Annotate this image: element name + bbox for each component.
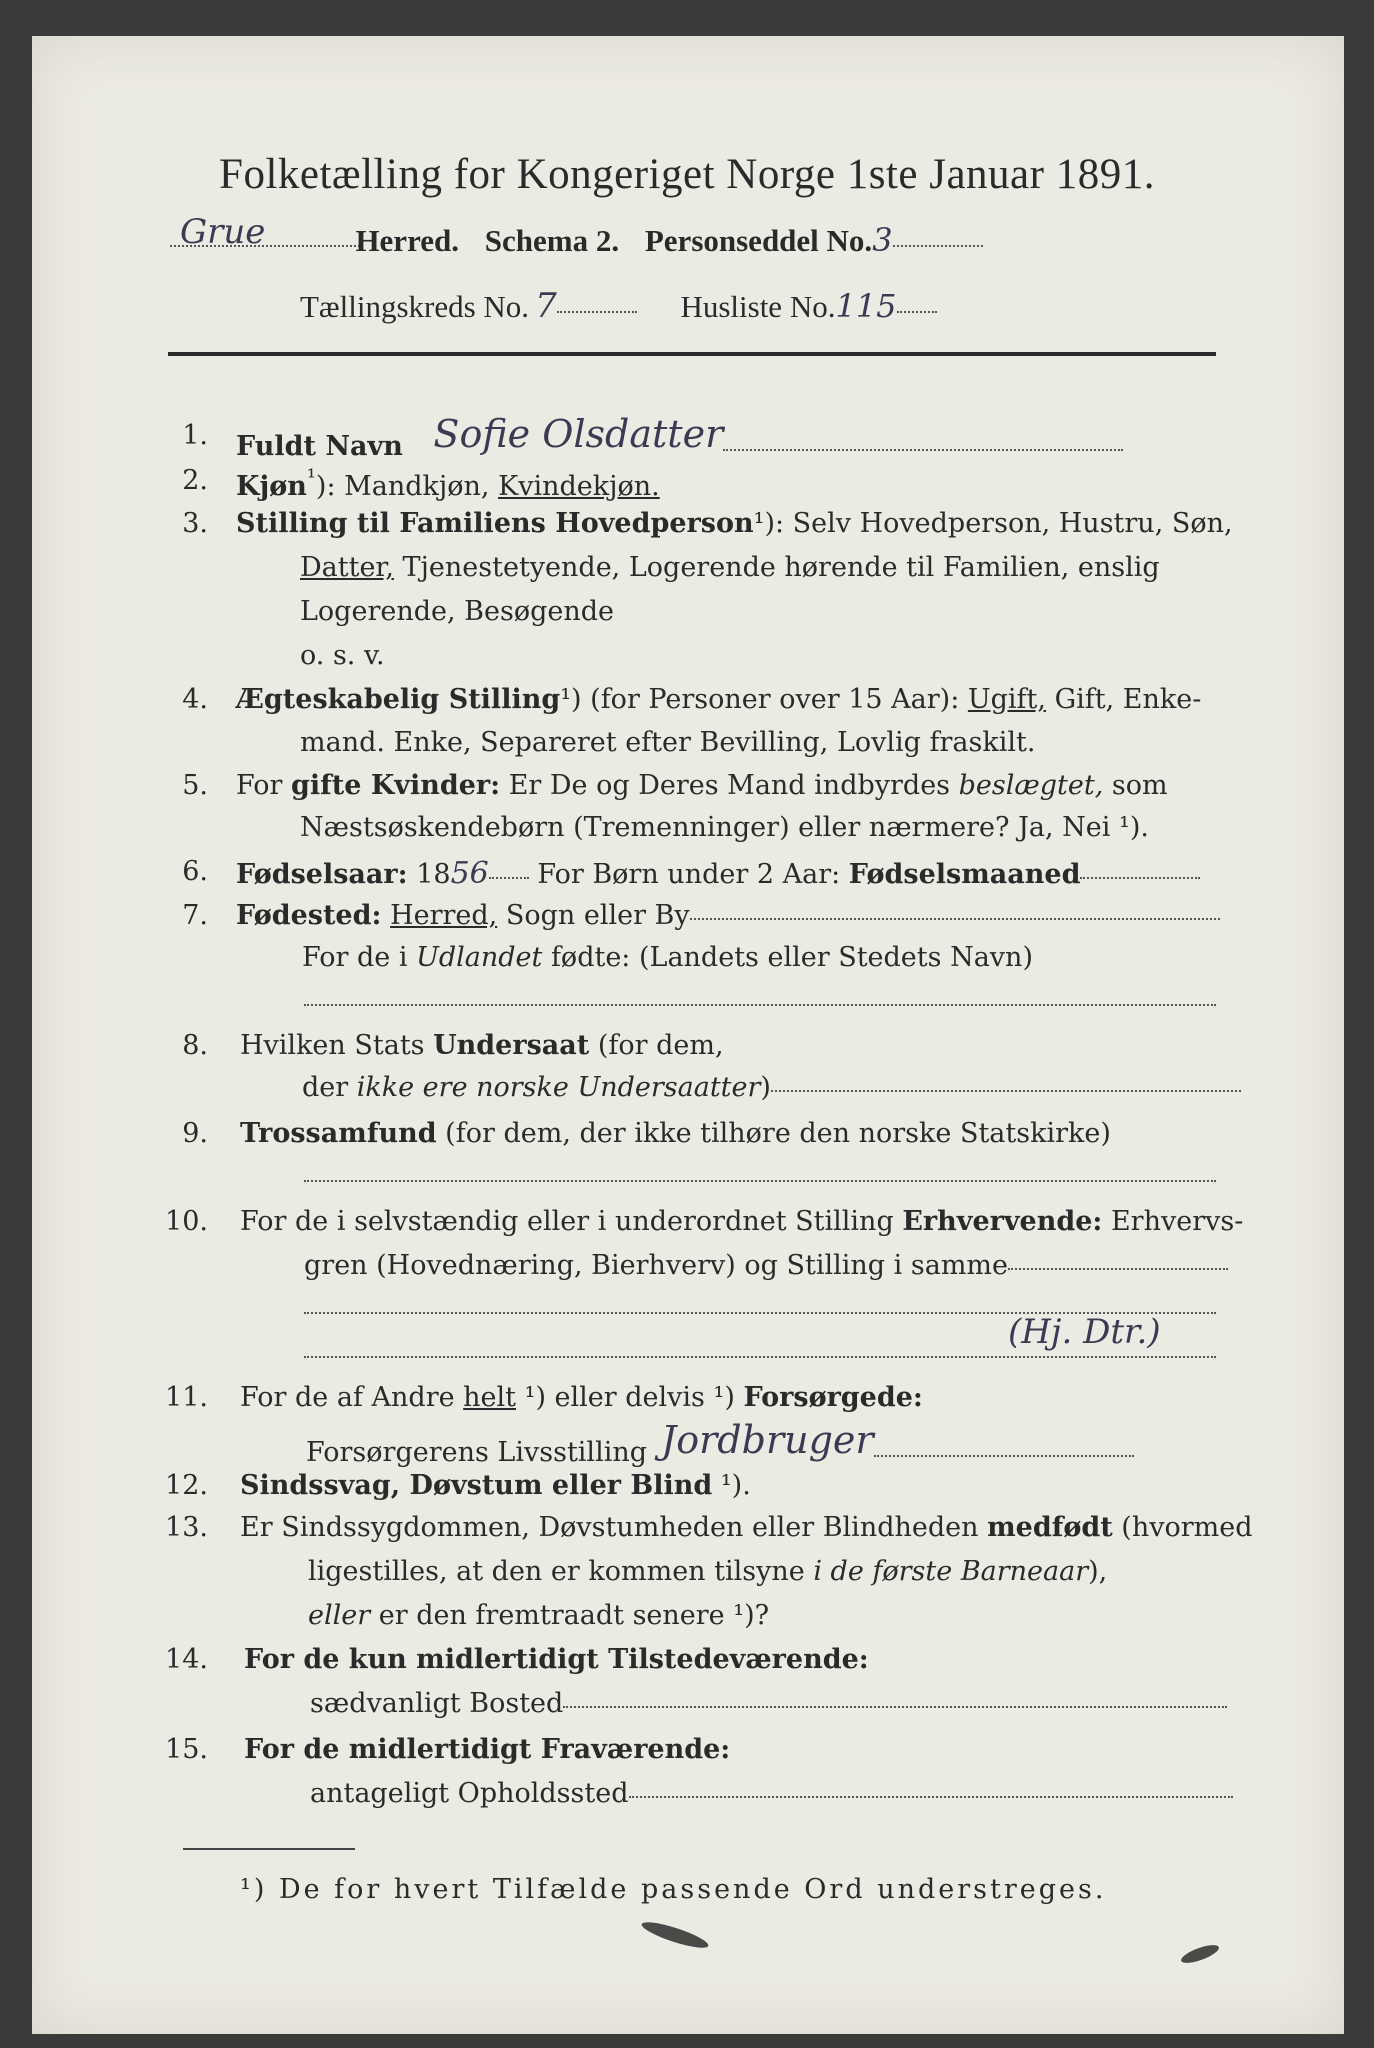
q13-italic: i de første Barneaar — [813, 1556, 1089, 1587]
q12-label: Sindssvag, Døvstum eller Blind — [240, 1470, 713, 1501]
schema-label: Schema 2. — [484, 223, 620, 258]
q7-number: 7. — [182, 900, 208, 931]
q11-text-c: Forsørgerens Livsstilling — [306, 1437, 648, 1468]
q7-text-a: For de i — [302, 942, 417, 973]
q1-label: Fuldt Navn — [236, 431, 403, 462]
q6-label2: Fødselsmaaned — [848, 859, 1081, 890]
q3-line1 — [236, 508, 1233, 539]
q4-line1 — [236, 684, 1201, 715]
dotted-fill — [893, 245, 983, 247]
q10-number: 10. — [165, 1206, 208, 1237]
q11-line1 — [240, 1382, 923, 1413]
footnote: ¹) De for hvert Tilfælde passende Ord understreges. — [240, 1874, 1107, 1905]
q6-number: 6. — [182, 856, 208, 887]
q8-paren: ) — [760, 1072, 771, 1103]
dotted-fill — [771, 1090, 1241, 1092]
q11-line2 — [306, 1418, 1134, 1470]
q6-line — [236, 856, 1200, 891]
herred-value: Grue — [180, 212, 266, 252]
q11-text-b: ¹) eller delvis ¹) — [516, 1382, 744, 1413]
q13-text-e: er den fremtraadt senere ¹)? — [370, 1600, 770, 1631]
q6-value: 56 — [450, 856, 489, 891]
q14-number: 14. — [165, 1644, 208, 1675]
q7-line2 — [302, 942, 1033, 973]
q13-eller: eller — [308, 1600, 371, 1631]
q12-line — [240, 1470, 751, 1501]
q10-text-b: Erhvervs- — [1102, 1206, 1244, 1237]
q3-options: ¹): Selv Hovedperson, Hustru, Søn, — [753, 508, 1233, 539]
q4-label: Ægteskabelig Stilling — [236, 684, 561, 715]
q3-line2 — [300, 552, 1160, 583]
q5-number: 5. — [182, 770, 208, 801]
q6-text: For Børn under 2 Aar: — [528, 859, 849, 890]
q7-line3 — [304, 986, 1216, 1017]
q8-number: 8. — [182, 1030, 208, 1061]
q9-number: 9. — [182, 1118, 208, 1149]
q8-label: Undersaat — [433, 1030, 590, 1061]
husliste-label: Husliste No. — [680, 289, 836, 324]
q12-number: 12. — [165, 1470, 208, 1501]
q11-value: Jordbruger — [661, 1418, 874, 1462]
q7-options: Sogn eller By — [497, 900, 690, 931]
personseddel-label: Personseddel No. — [644, 223, 873, 258]
q13-line3 — [308, 1600, 769, 1631]
q10-text-c: gren (Hovednæring, Bierhverv) og Stilling i samme — [304, 1250, 1009, 1281]
header-kreds-line — [300, 286, 937, 326]
q2-options: ): Mandkjøn, — [315, 471, 499, 502]
q5-for: For — [236, 770, 292, 801]
dotted-fill — [629, 1796, 1233, 1798]
q15-label: For de midlertidigt Fraværende: — [244, 1734, 731, 1765]
q7-text-b: fødte: (Landets eller Stedets Navn) — [542, 942, 1033, 973]
q9-line1 — [240, 1118, 1111, 1149]
dotted-fill — [304, 1180, 1216, 1182]
q8-italic: ikke ere norske Undersaatter — [356, 1072, 761, 1103]
dotted-fill — [557, 311, 637, 313]
q5-italic: beslægtet, — [958, 770, 1104, 801]
q6-label: Fødselsaar: — [236, 859, 408, 890]
q15-number: 15. — [165, 1734, 208, 1765]
q14-line2 — [310, 1688, 1227, 1719]
q5-text: Er De og Deres Mand indbyrdes — [500, 770, 959, 801]
dotted-fill — [723, 449, 1123, 451]
q8-line1 — [240, 1030, 724, 1061]
header-rule — [168, 352, 1216, 356]
q10-label: Erhvervende: — [902, 1206, 1103, 1237]
q6-prefix: 18 — [407, 859, 451, 890]
footnote-rule — [183, 1848, 355, 1850]
q8-der: der — [302, 1072, 357, 1103]
q1-value: Sofie Olsdatter — [433, 412, 724, 456]
q5-line2: Næstsøskendebørn (Tremenninger) eller nærmere? Ja, Nei ¹). — [300, 812, 1149, 843]
q5-line1 — [236, 770, 1168, 801]
q10-line2 — [304, 1250, 1228, 1281]
q3-line3: Logerende, Besøgende — [300, 596, 614, 627]
q4-number: 4. — [182, 684, 208, 715]
q4-selected: Ugift, — [967, 684, 1046, 715]
q10-value: (Hj. Dtr.) — [1008, 1312, 1161, 1352]
dotted-fill — [897, 311, 937, 313]
q4-options: Gift, Enke- — [1045, 684, 1202, 715]
q3-options-2: Tjenestetyende, Logerende hørende til Familien, enslig — [393, 552, 1160, 583]
q7-italic: Udlandet — [416, 942, 543, 973]
q8-text-a: Hvilken Stats — [240, 1030, 434, 1061]
husliste-value: 115 — [835, 287, 897, 325]
q1-number: 1. — [182, 420, 208, 451]
q13-number: 13. — [165, 1512, 208, 1543]
q9-line2 — [304, 1162, 1216, 1193]
q13-text-a: Er Sindssygdommen, Døvstumheden eller Blindheden — [240, 1512, 988, 1543]
dotted-fill — [1080, 877, 1200, 879]
q13-text-b: (hvormed — [1112, 1512, 1253, 1543]
header-herred-line — [170, 212, 983, 260]
dotted-fill — [690, 918, 1220, 920]
q13-label: medfødt — [987, 1512, 1113, 1543]
q11-number: 11. — [165, 1382, 208, 1413]
q13-line2 — [308, 1556, 1107, 1587]
dotted-fill — [874, 1455, 1134, 1457]
q3-number: 3. — [182, 508, 208, 539]
q8-text-b: (for dem, — [589, 1030, 724, 1061]
dotted-fill — [1008, 1268, 1228, 1270]
q7-label: Fødested: — [236, 900, 382, 931]
personseddel-value: 3 — [872, 221, 893, 259]
q9-label: Trossamfund — [240, 1118, 437, 1149]
q3-label: Stilling til Familiens Hovedperson — [236, 508, 754, 539]
q3-selected: Datter, — [300, 552, 394, 583]
q2-number: 2. — [182, 465, 208, 496]
q13-text-d: ), — [1088, 1556, 1108, 1587]
q9-text: (for dem, der ikke tilhøre den norske Statskirke) — [436, 1118, 1111, 1149]
dotted-fill — [304, 1004, 1216, 1006]
q2-selected: Kvindekjøn. — [498, 471, 660, 502]
taellingskreds-label: Tællingskreds No. — [300, 289, 530, 324]
q13-text-c: ligestilles, at den er kommen tilsyne — [308, 1556, 814, 1587]
q8-line2 — [302, 1072, 1241, 1103]
q14-text: sædvanligt Bosted — [310, 1688, 564, 1719]
q11-text-a: For de af Andre — [240, 1382, 464, 1413]
dotted-fill — [563, 1706, 1227, 1708]
q7-line1 — [236, 900, 1220, 931]
q12-text: ¹). — [712, 1470, 751, 1501]
q13-line1 — [240, 1512, 1253, 1543]
q2-label: Kjøn — [236, 471, 307, 502]
q4-line2: mand. Enke, Separeret efter Bevilling, Lovlig fraskilt. — [300, 727, 1036, 758]
q1-line — [236, 412, 1123, 464]
herred-label: Herred. — [355, 223, 460, 258]
q3-line4: o. s. v. — [300, 640, 385, 671]
dotted-fill — [489, 877, 529, 879]
taellingskreds-value: 7 — [535, 286, 557, 326]
q5-som: som — [1103, 770, 1168, 801]
q11-label: Forsørgede: — [743, 1382, 923, 1413]
q5-label: gifte Kvinder: — [291, 770, 501, 801]
q10-line1 — [240, 1206, 1243, 1237]
q14-label: For de kun midlertidigt Tilstedeværende: — [244, 1644, 869, 1675]
q2-line — [236, 465, 660, 502]
q4-text: ¹) (for Personer over 15 Aar): — [560, 684, 968, 715]
form-title: Folketælling for Kongeriget Norge 1ste Januar 1891. — [219, 151, 1155, 198]
q10-text-a: For de i selvstændig eller i underordnet Stilling — [240, 1206, 903, 1237]
q11-selected: helt — [463, 1382, 517, 1413]
q7-selected: Herred, — [390, 900, 498, 931]
q15-text: antageligt Opholdssted — [310, 1778, 629, 1809]
q15-line2 — [310, 1778, 1233, 1809]
dotted-fill — [304, 1356, 1216, 1358]
q2-sup: ¹ — [306, 465, 316, 491]
